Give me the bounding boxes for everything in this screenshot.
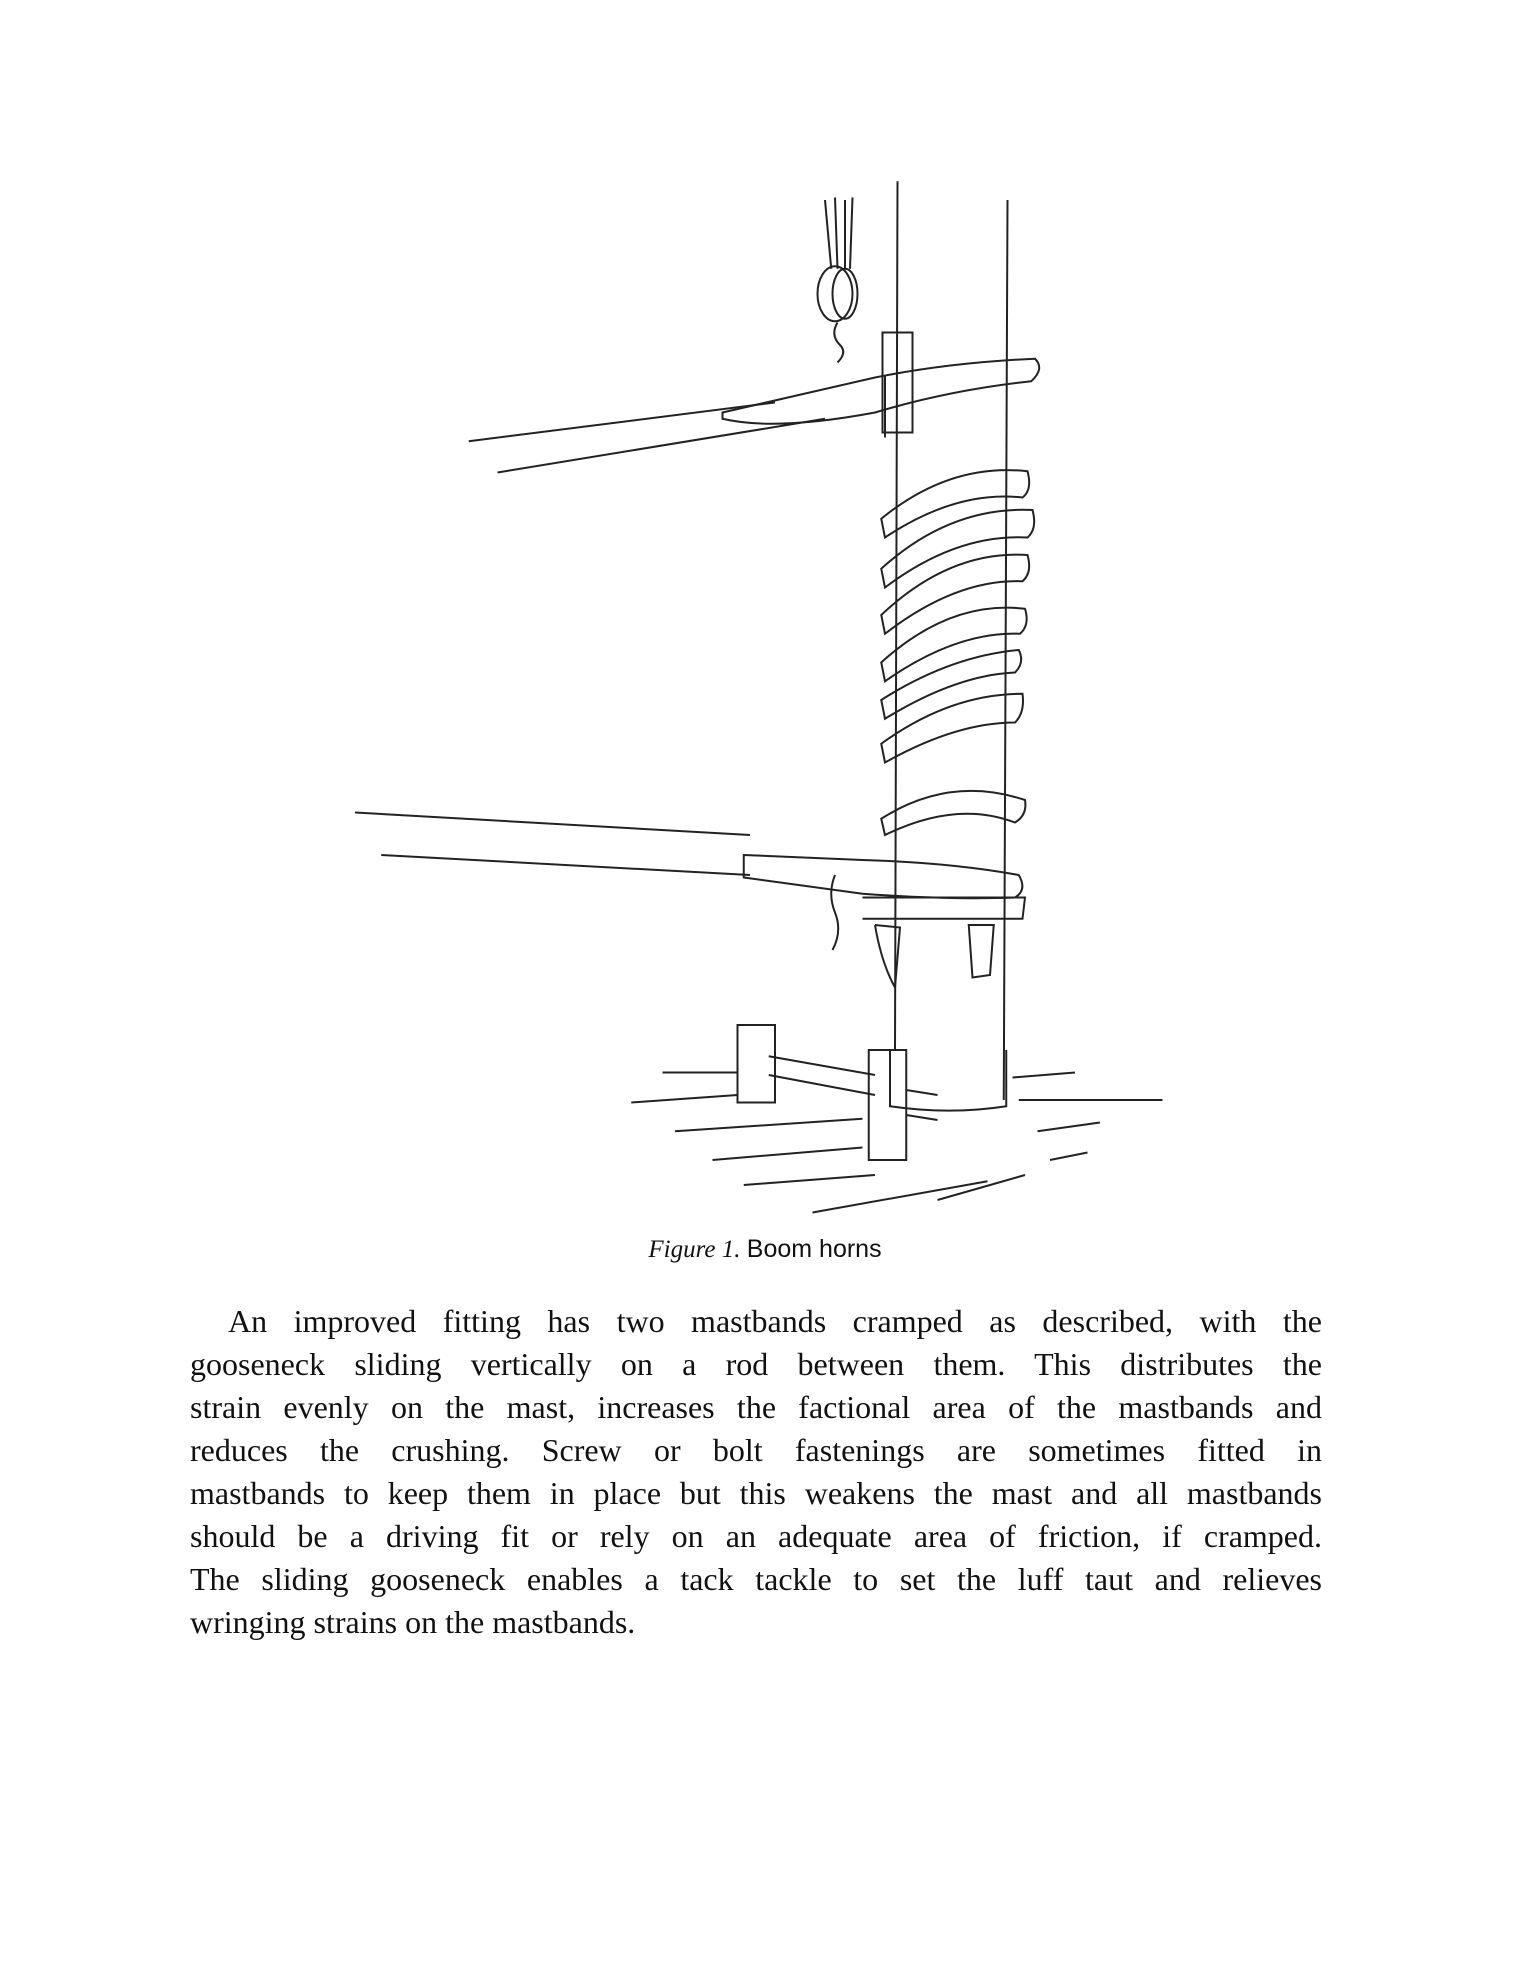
paragraph-line: reduces the crushing. Screw or bolt fastenings are sometimes fitted in bbox=[190, 1432, 1322, 1468]
paragraph-line: mastbands to keep them in place but this weakens the mast and all mastbands bbox=[190, 1475, 1322, 1511]
figure-label: Figure 1. bbox=[648, 1236, 741, 1263]
paragraph-line: gooseneck sliding vertically on a rod between them. This distributes the bbox=[190, 1346, 1322, 1382]
mast-right-edge bbox=[1004, 200, 1008, 1100]
paragraph-line: The sliding gooseneck enables a tack tackle to set the luff taut and relieves bbox=[190, 1561, 1322, 1597]
figure-caption bbox=[0, 1235, 1530, 1264]
paragraph-line: An improved fitting has two mastbands cramped as described, with the bbox=[228, 1303, 1322, 1339]
paragraph-line: wringing strains on the mastbands. bbox=[190, 1604, 636, 1640]
paragraph-line: strain evenly on the mast, increases the factional area of the mastbands and bbox=[190, 1389, 1322, 1425]
lower-boom bbox=[355, 813, 1025, 988]
upper-boom bbox=[469, 333, 1039, 473]
deck-and-bitts bbox=[631, 1025, 1162, 1213]
paragraph-line: should be a driving fit or rely on an adequate area of friction, if cramped. bbox=[190, 1518, 1322, 1554]
mastbands bbox=[881, 470, 1034, 835]
tackle-block-icon bbox=[818, 198, 858, 363]
figure-title: Boom horns bbox=[746, 1235, 882, 1263]
body-paragraph bbox=[190, 1300, 1322, 1644]
